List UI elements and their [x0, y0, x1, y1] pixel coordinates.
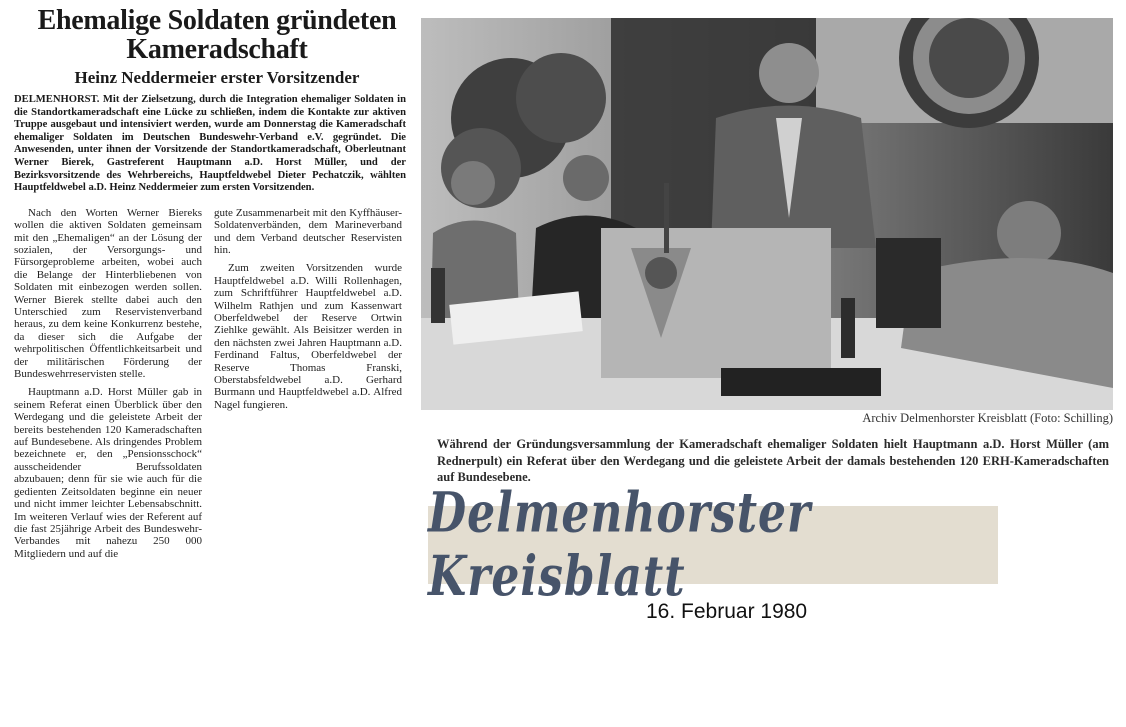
press-photo	[421, 18, 1113, 410]
article-headline: Ehemalige Soldaten gründeten Kameradschaft	[37, 5, 397, 65]
photo-caption: Während der Gründungsversammlung der Kameradschaft ehemaliger Soldaten hielt Hauptmann a.D. Horst Müller (am Rednerpult) ein Referat über den Werdegang und die geleistete Arbeit der damals bestehenden 120 ERH-Kameradschaften auf Bundesebene.	[437, 437, 1109, 484]
article-paragraph: Nach den Worten Werner Biereks wollen die aktiven Soldaten gemeinsam mit den „Ehemaligen“ an der Lösung der sozialen, der Versorgungs- und Fürsorgeprobleme arbeiten, wobei auch die Belange der Hinterbliebenen von Soldaten mit einbezogen werden sollen. Werner Bierek stellte dabei auch den Unterschied zum Reservistenverband heraus, zu dem keine Konkurrenz bestehe, da dieser sich die Aufgabe der wehrpolitischen Öffentlichkeitsarbeit und der militärischen Förderung der Bundeswehrreservisten stelle.	[14, 206, 202, 381]
article-paragraph: gute Zusammenarbeit mit den Kyffhäuser-Soldatenverbänden, dem Marineverband und dem Verband deutscher Reservisten hin.	[214, 206, 402, 256]
article-column-2	[214, 207, 402, 560]
article-paragraph: Zum zweiten Vorsitzenden wurde Hauptfeldwebel a.D. Willi Rollenhagen, zum Schriftführer Hauptfeldwebel a.D. Wilhelm Rathjen und zum Kassenwart Oberfeldwebel der Reserve Ortwin Ziehlke gewählt. Als Beisitzer werden in den nächsten zwei Jahren Hauptmann a.D. Ferdinand Faltus, Oberfeldwebel der Reserve Thomas Franski, Oberstabsfeldwebel a.D. Gerhard Burmann und Hauptfeldwebel a.D. Alfred Nagel fungieren.	[214, 262, 402, 411]
article-subheadline: Heinz Neddermeier erster Vorsitzender	[74, 68, 360, 87]
press-photo-block	[421, 18, 1113, 430]
article-paragraph: Hauptmann a.D. Horst Müller gab in seinem Referat einen Überblick über den Werdegang und die geleistete Arbeit der bereits bestehenden 120 Kameradschaften auf Bundesebene. Als dringendes Problem bezeichnete er, den „Pensionsschock“ ausscheidender Berufssoldaten abzubauen; denn für sie wie auch für die gedienten Zeitsoldaten beginne ein neuer und nicht immer leichter Lebensabschnitt. Im weiteren Verlauf wies der Referent auf die fast 25jährige Arbeit des Bundeswehr-Verbandes mit nahezu 250 000 Mitgliedern und auf die	[14, 386, 202, 560]
publication-date: 16. Februar 1980	[646, 600, 808, 623]
article-lead-paragraph: DELMENHORST. Mit der Zielsetzung, durch die Integration ehemaliger Soldaten in die Standortkameradschaft eine Lücke zu schließen, indem die Kontakte zur aktiven Truppe ausgebaut und intensiviert werden, wurde am Donnerstag die Kameradschaft ehemaliger Soldaten im Deutschen Bundeswehr-Verband e.V. gegründet. Die Anwesenden, unter ihnen der Vorsitzende der Standortkameradschaft, Oberleutnant Werner Bierek, Gastreferent Hauptmann a.D. Horst Müller, und der Bezirksvorsitzende des Wehrbereichs, Hauptfeldwebel Dieter Pechatczik, wählten Hauptfeldwebel a.D. Heinz Neddermeier zum ersten Vorsitzenden.	[14, 94, 406, 194]
article-column-1	[14, 207, 202, 560]
article-body-columns	[14, 207, 414, 560]
photo-credit: Archiv Delmenhorster Kreisblatt (Foto: Schilling)	[862, 411, 1113, 425]
newspaper-masthead-logo	[428, 481, 998, 609]
article-clipping	[14, 6, 414, 722]
masthead-text: Delmenhorster Kreisblatt	[428, 481, 812, 609]
